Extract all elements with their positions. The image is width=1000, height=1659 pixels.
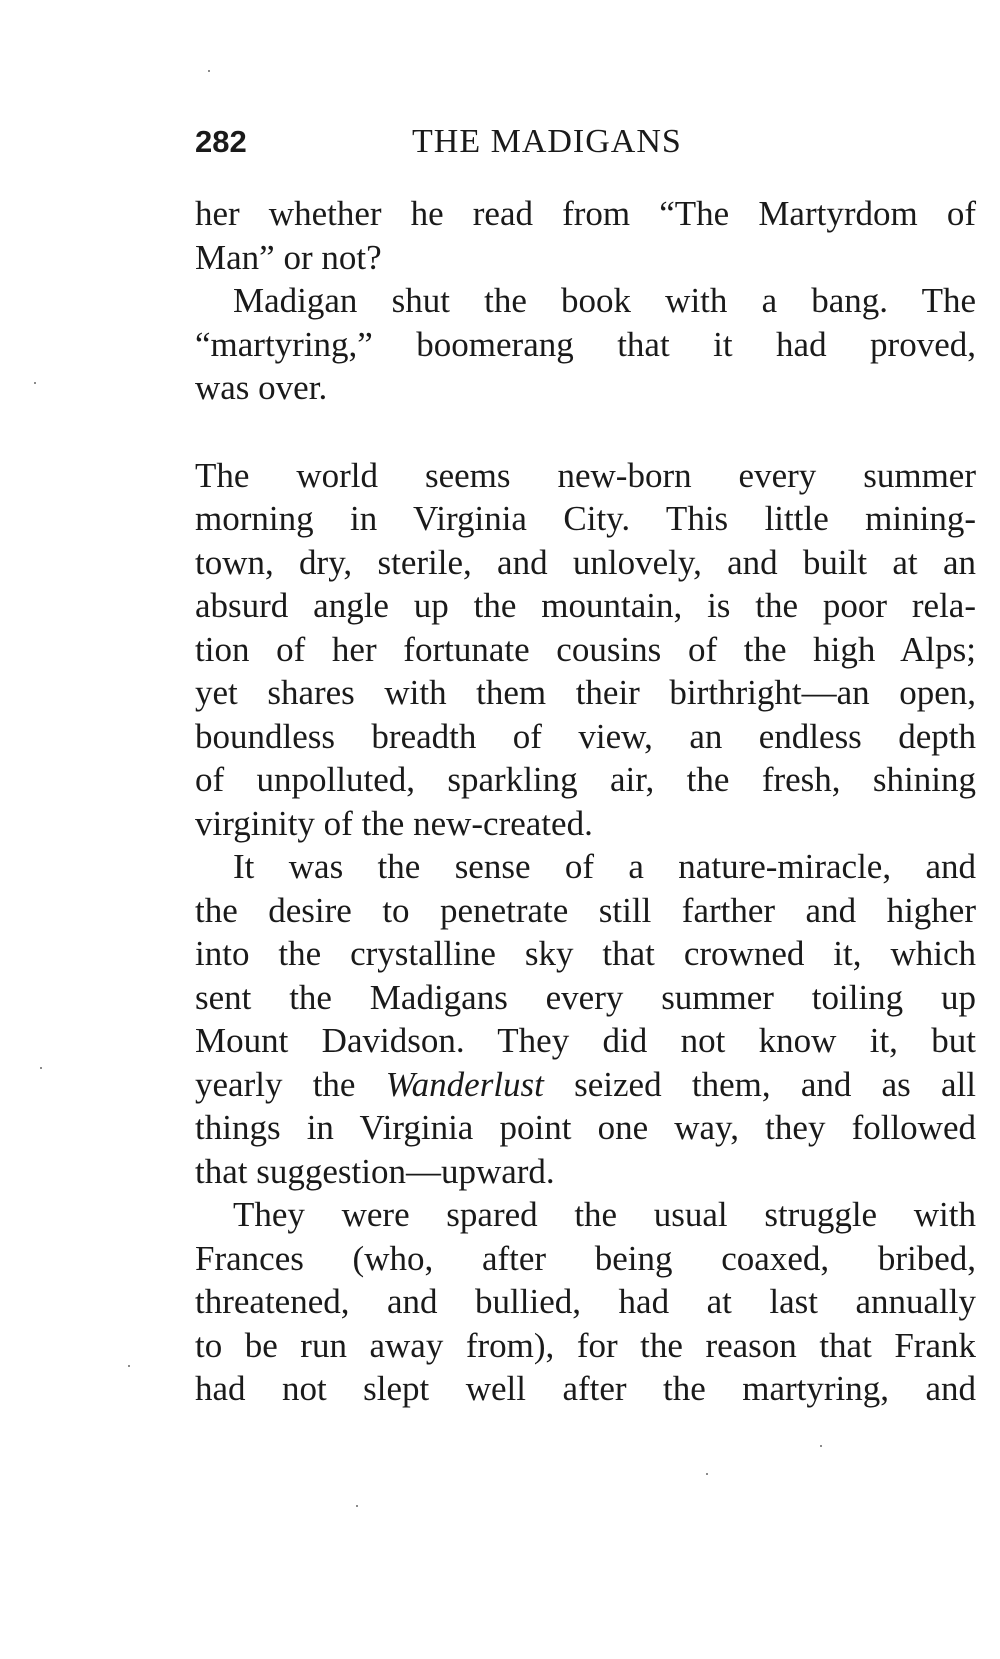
text-line: was over. [195, 368, 328, 407]
text-line: virginity of the new-created. [195, 803, 593, 843]
text-line: Madigan shut the book with a bang. The [233, 281, 976, 320]
text-line: Man” or not? [195, 237, 382, 277]
text-line: yet shares with them their birthright—an open, [195, 673, 976, 712]
text-line: Frances (who, after being coaxed, bribed, [195, 1238, 976, 1278]
text-line: Mount Davidson. They did not know it, but [195, 1021, 976, 1060]
text-line: absurd angle up the mountain, is the poor rela- [195, 586, 976, 625]
scan-speck [356, 1505, 358, 1507]
text-line: tion of her fortunate cousins of the high Alps; [195, 629, 976, 669]
text-line: had not slept well after the martyring, and [195, 1369, 976, 1408]
text-line: her whether he read from “The Martyrdom of [195, 194, 976, 233]
text-line: the desire to penetrate still farther and higher [195, 890, 976, 930]
text-line: threatened, and bullied, had at last annually [195, 1282, 976, 1321]
text-line: into the crystalline sky that crowned it, which [195, 934, 976, 973]
text-line: sent the Madigans every summer toiling up [195, 977, 976, 1017]
text-line [195, 1063, 976, 1107]
text-segment: seized them, and as all [543, 1064, 976, 1104]
text-line: They were spared the usual struggle with [233, 1195, 976, 1234]
scan-speck [40, 1067, 42, 1069]
text-line: that suggestion—upward. [195, 1151, 555, 1191]
text-line: town, dry, sterile, and unlovely, and built at an [195, 542, 976, 582]
scan-speck [34, 382, 36, 384]
scan-speck [820, 1445, 822, 1447]
text-line: morning in Virginia City. This little mining- [195, 499, 976, 538]
text-segment: yearly the [195, 1064, 386, 1104]
section-break [195, 410, 976, 454]
scan-speck [706, 1473, 708, 1475]
text-line: It was the sense of a nature-miracle, and [233, 847, 976, 886]
page-number: 282 [195, 124, 247, 159]
page-header [195, 120, 735, 164]
italic-word: Wanderlust [385, 1064, 544, 1104]
text-line: to be run away from), for the reason that Frank [195, 1325, 976, 1365]
text-line: The world seems new-born every summer [195, 455, 976, 495]
text-line: things in Virginia point one way, they followed [195, 1108, 976, 1147]
text-line: of unpolluted, sparkling air, the fresh, shining [195, 760, 976, 799]
body-text [195, 192, 976, 1411]
scan-speck [128, 1365, 130, 1367]
text-line: boundless breadth of view, an endless depth [195, 716, 976, 756]
scan-speck [208, 70, 210, 72]
text-line: “martyring,” boomerang that it had proved, [195, 324, 976, 364]
running-head: THE MADIGANS [412, 123, 682, 160]
